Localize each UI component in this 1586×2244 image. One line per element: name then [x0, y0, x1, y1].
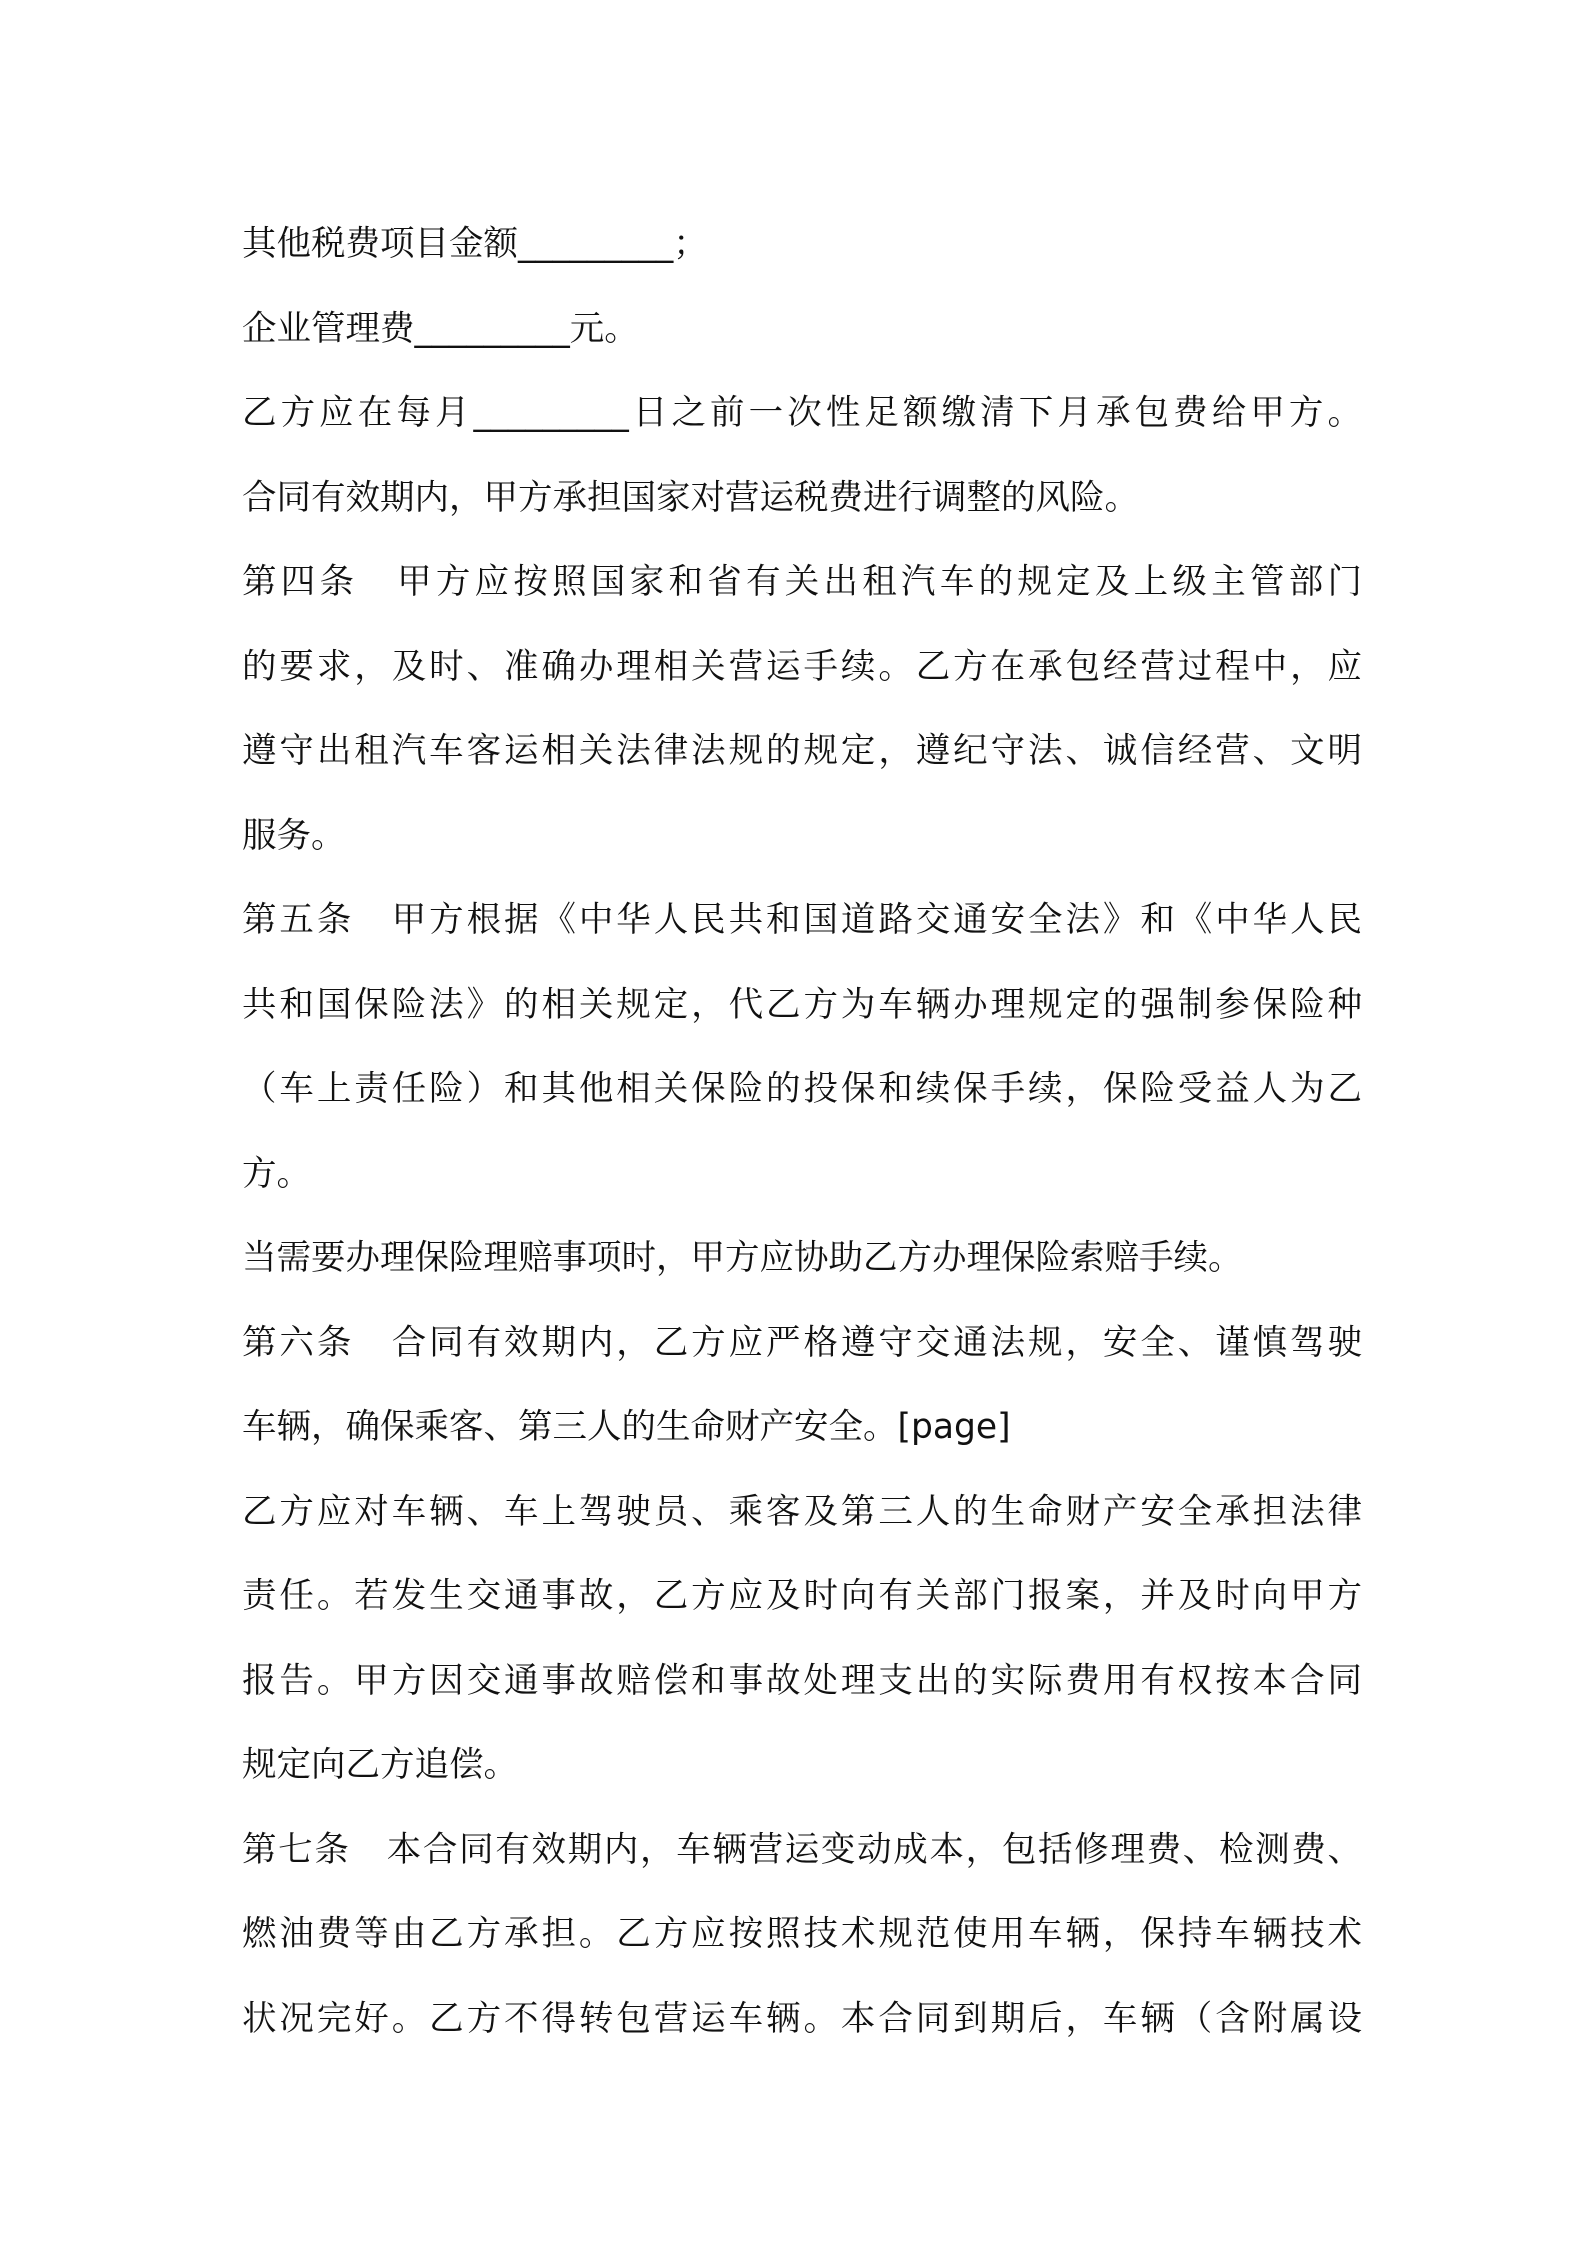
- text-line: 服务。: [242, 815, 346, 856]
- text-line: 共和国保险法》的相关规定，代乙方为车辆办理规定的强制参保险种: [242, 984, 1362, 1025]
- text-line: （车上责任险）和其他相关保险的投保和续保手续，保险受益人为乙: [242, 1069, 1362, 1109]
- text-line: 第四条 甲方应按照国家和省有关出租汽车的规定及上级主管部门: [242, 562, 1362, 602]
- text-line: 的要求，及时、准确办理相关营运手续。乙方在承包经营过程中，应: [242, 646, 1362, 687]
- text-line: 状况完好。乙方不得转包营运车辆。本合同到期后，车辆（含附属设: [242, 1998, 1362, 2039]
- text-line: 第六条 合同有效期内，乙方应严格遵守交通法规，安全、谨慎驾驶: [242, 1322, 1362, 1363]
- text-line: 合同有效期内，甲方承担国家对营运税费进行调整的风险。: [242, 477, 1139, 518]
- contract-body-text: [242, 202, 1362, 2061]
- text-line: 乙方应在每月_________日之前一次性足额缴清下月承包费给甲方。: [242, 393, 1362, 433]
- text-line: 报告。甲方因交通事故赔偿和事故处理支出的实际费用有权按本合同: [242, 1660, 1362, 1701]
- text-line: 乙方应对车辆、车上驾驶员、乘客及第三人的生命财产安全承担法律: [242, 1491, 1362, 1532]
- text-line: 当需要办理保险理赔事项时，甲方应协助乙方办理保险索赔手续。: [242, 1238, 1243, 1278]
- text-line: 企业管理费_________元。: [242, 308, 639, 349]
- text-line: 第五条 甲方根据《中华人民共和国道路交通安全法》和《中华人民: [242, 900, 1362, 940]
- text-line: 车辆，确保乘客、第三人的生命财产安全。[page]: [242, 1407, 1011, 1447]
- text-line: 第七条 本合同有效期内，车辆营运变动成本，包括修理费、检测费、: [242, 1829, 1362, 1870]
- text-line: 燃油费等由乙方承担。乙方应按照技术规范使用车辆，保持车辆技术: [242, 1914, 1362, 1954]
- text-line: 责任。若发生交通事故，乙方应及时向有关部门报案，并及时向甲方: [242, 1576, 1362, 1616]
- text-line: 方。: [242, 1153, 311, 1194]
- text-line: 遵守出租汽车客运相关法律法规的规定，遵纪守法、诚信经营、文明: [242, 731, 1362, 771]
- text-line: 规定向乙方追偿。: [242, 1745, 518, 1785]
- text-line: 其他税费项目金额_________；: [242, 224, 708, 264]
